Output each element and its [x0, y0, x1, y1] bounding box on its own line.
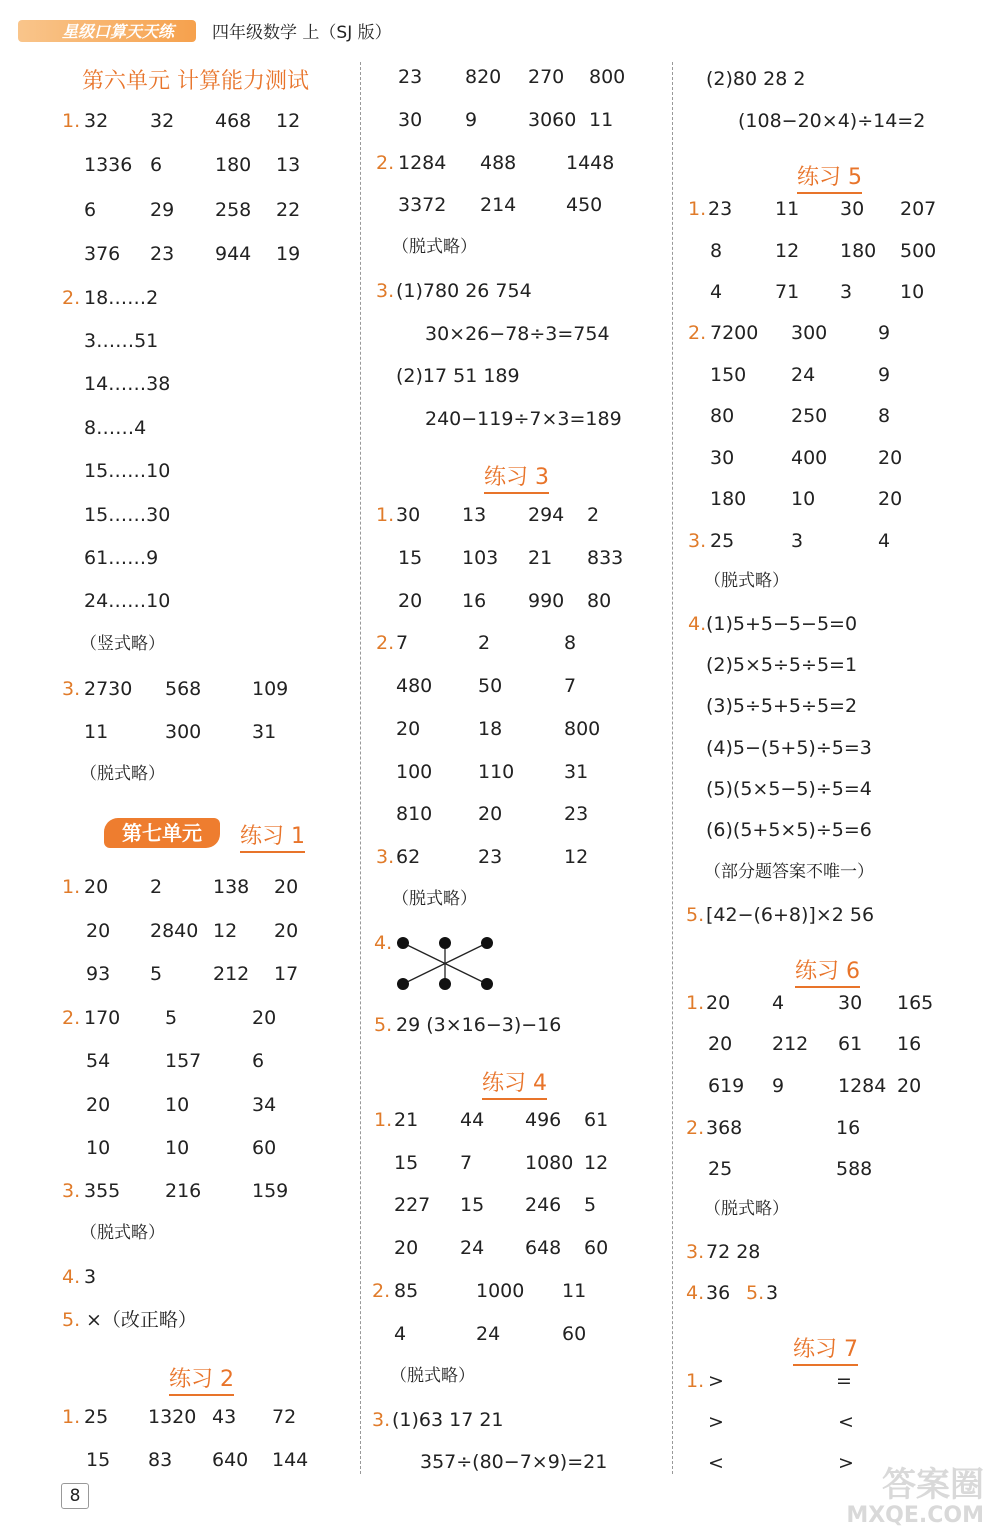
answer: 11 [84, 721, 109, 743]
answer: 2730 [84, 678, 133, 700]
question-number: 1. [686, 992, 705, 1014]
answer: 1080 [525, 1152, 574, 1174]
answer: 20 [396, 718, 421, 740]
answer: 207 [900, 198, 937, 220]
watermark [846, 1466, 984, 1528]
answer: 8……4 [84, 417, 147, 439]
answer: 23 [564, 803, 589, 825]
answer: 3 [84, 1266, 97, 1288]
answer: 9 [878, 322, 891, 344]
answer: 6 [84, 199, 97, 221]
answer: 19 [276, 243, 301, 265]
answer: 357÷(80−7×9)=21 [420, 1451, 608, 1473]
answer: 15 [394, 1152, 419, 1174]
answer: 4 [878, 530, 891, 552]
answer: 12 [584, 1152, 609, 1174]
answer: (1)63 17 21 [392, 1409, 504, 1431]
answer: 833 [587, 547, 624, 569]
answer: 60 [584, 1237, 609, 1259]
answer: 6 [150, 154, 163, 176]
answer: (2)5×5÷5÷5=1 [706, 654, 858, 676]
question-number: 3. [686, 1241, 705, 1263]
question-number: 2. [376, 152, 395, 174]
brand-label: 星级口算天天练 [62, 22, 175, 41]
answer: (1)5+5−5−5=0 [706, 613, 858, 635]
answer-note: （脱式略） [704, 1199, 789, 1219]
answer: 568 [165, 678, 202, 700]
answer: 6 [252, 1050, 265, 1072]
answer: 12 [564, 846, 589, 868]
question-number: 1. [686, 1370, 705, 1392]
answer: > [838, 1452, 854, 1474]
answer-note: （脱式略） [704, 571, 789, 591]
question-number: 2. [686, 1117, 705, 1139]
answer: 246 [525, 1194, 562, 1216]
answer: 20 [897, 1075, 922, 1097]
answer: 11 [562, 1280, 587, 1302]
answer: 165 [897, 992, 934, 1014]
answer: 62 [396, 846, 421, 868]
answer: 30 [710, 447, 735, 469]
column-divider-2 [672, 62, 673, 1474]
answer: 80 [710, 405, 735, 427]
answer: 5 [150, 963, 163, 985]
answer: 810 [396, 803, 433, 825]
watermark-url: MXQE.COM [846, 1503, 984, 1528]
exercise-title: 练习 7 [793, 1332, 858, 1366]
answer: > [708, 1370, 724, 1392]
answer: 9 [772, 1075, 785, 1097]
answer: 23 [398, 66, 423, 88]
answer: 12 [775, 240, 800, 262]
answer: 24 [791, 364, 816, 386]
answer: 20 [478, 803, 503, 825]
answer: 83 [148, 1449, 173, 1471]
question-number: 2. [62, 287, 81, 309]
dot-connection-diagram [390, 932, 510, 994]
exercise-title: 练习 2 [169, 1362, 234, 1396]
question-number: 4. [688, 613, 707, 635]
answer: 12 [276, 110, 301, 132]
answer: 36 [706, 1282, 731, 1304]
answer: 20 [84, 876, 109, 898]
answer: (4)5−(5+5)÷5=3 [706, 737, 872, 759]
answer: 10 [86, 1137, 111, 1159]
answer: 212 [772, 1033, 809, 1055]
answer: 25 [84, 1406, 109, 1428]
question-number: 1. [376, 504, 395, 526]
answer: 480 [396, 675, 433, 697]
answer: 20 [86, 920, 111, 942]
answer: 80 [587, 590, 612, 612]
answer: 7 [564, 675, 577, 697]
exercise-title: 练习 3 [484, 460, 549, 494]
answer: (2)17 51 189 [396, 365, 520, 387]
answer-note: （脱式略） [390, 1366, 475, 1386]
question-number: 3. [62, 678, 81, 700]
answer: 8 [710, 240, 723, 262]
answer: 10 [165, 1137, 190, 1159]
answer: 61 [584, 1109, 609, 1131]
answer: 31 [564, 761, 589, 783]
answer: 5 [165, 1007, 178, 1029]
brand-banner [18, 20, 196, 42]
answer: = [836, 1370, 852, 1392]
answer: 20 [878, 447, 903, 469]
exercise-title: 练习 6 [795, 954, 860, 988]
answer: 13 [462, 504, 487, 526]
question-number: 1. [62, 110, 81, 132]
answer-note: （竖式略） [80, 634, 165, 654]
column-divider-1 [360, 62, 361, 1474]
answer: 216 [165, 1180, 202, 1202]
answer: 30×26−78÷3=754 [425, 323, 610, 345]
answer: 100 [396, 761, 433, 783]
answer-note: （脱式略） [392, 237, 477, 257]
answer: 4 [394, 1323, 407, 1345]
answer: 258 [215, 199, 252, 221]
answer: 72 28 [706, 1241, 761, 1263]
answer: 15……10 [84, 460, 171, 482]
answer: 25 [708, 1158, 733, 1180]
answer: 34 [252, 1094, 277, 1116]
question-number: 2. [688, 322, 707, 344]
answer: 180 [840, 240, 877, 262]
answer: 180 [215, 154, 252, 176]
answer: 240−119÷7×3=189 [425, 408, 622, 430]
answer: 20 [394, 1237, 419, 1259]
question-number: 4. [374, 932, 393, 954]
answer: 23 [150, 243, 175, 265]
answer: 944 [215, 243, 252, 265]
answer: < [708, 1452, 724, 1474]
answer: 60 [252, 1137, 277, 1159]
answer: 23 [478, 846, 503, 868]
answer: 270 [528, 66, 565, 88]
answer: 32 [150, 110, 175, 132]
answer: 180 [710, 488, 747, 510]
answer: 640 [212, 1449, 249, 1471]
answer: 29 [150, 199, 175, 221]
answer: 30 [398, 109, 423, 131]
answer: 355 [84, 1180, 121, 1202]
answer: 30 [396, 504, 421, 526]
answer: 93 [86, 963, 111, 985]
answer: 15……30 [84, 504, 171, 526]
answer: 54 [86, 1050, 111, 1072]
answer: 60 [562, 1323, 587, 1345]
answer: 1336 [84, 154, 133, 176]
answer: 20 [86, 1094, 111, 1116]
answer: 150 [710, 364, 747, 386]
answer: 157 [165, 1050, 202, 1072]
answer: 72 [272, 1406, 297, 1428]
answer: 22 [276, 199, 301, 221]
answer: 9 [878, 364, 891, 386]
exercise-title: 练习 4 [482, 1066, 547, 1100]
answer: 16 [897, 1033, 922, 1055]
answer: 18 [478, 718, 503, 740]
question-number: 5. [686, 904, 705, 926]
unit7-badge: 第七单元 [104, 818, 220, 848]
answer: 5 [584, 1194, 597, 1216]
answer: 3372 [398, 194, 447, 216]
answer: 1448 [566, 152, 615, 174]
answer: 18……2 [84, 287, 159, 309]
answer: > [708, 1411, 724, 1433]
answer: 990 [528, 590, 565, 612]
answer: 50 [478, 675, 503, 697]
answer: (6)(5+5×5)÷5=6 [706, 819, 872, 841]
section-title-unit6: 第六单元 计算能力测试 [82, 69, 309, 94]
answer: 376 [84, 243, 121, 265]
answer: 9 [465, 109, 478, 131]
answer: 20 [252, 1007, 277, 1029]
answer: 32 [84, 110, 109, 132]
answer: 24 [460, 1237, 485, 1259]
answer: [42−(6+8)]×2 56 [706, 904, 875, 926]
answer: 15 [86, 1449, 111, 1471]
answer: 11 [589, 109, 614, 131]
answer-note: （脱式略） [80, 764, 165, 784]
answer: 3060 [528, 109, 577, 131]
answer: 4 [710, 281, 723, 303]
answer: 144 [272, 1449, 309, 1471]
answer: 4 [772, 992, 785, 1014]
answer: 1000 [476, 1280, 525, 1302]
answer: 2 [478, 632, 491, 654]
question-number: 2. [62, 1007, 81, 1029]
answer: 227 [394, 1194, 431, 1216]
answer: 20 [398, 590, 423, 612]
answer: 368 [706, 1117, 743, 1139]
answer: 21 [528, 547, 553, 569]
answer: 496 [525, 1109, 562, 1131]
question-number: 5. [746, 1282, 765, 1304]
answer: 648 [525, 1237, 562, 1259]
answer: 24 [476, 1323, 501, 1345]
answer: 15 [398, 547, 423, 569]
answer: 250 [791, 405, 828, 427]
answer: 31 [252, 721, 277, 743]
answer: 24……10 [84, 590, 171, 612]
question-number: 4. [686, 1282, 705, 1304]
answer: 8 [878, 405, 891, 427]
answer: < [838, 1411, 854, 1433]
answer: (5)(5×5−5)÷5=4 [706, 778, 872, 800]
answer: 10 [900, 281, 925, 303]
answer: 170 [84, 1007, 121, 1029]
question-number: 3. [372, 1409, 391, 1431]
answer: 2 [587, 504, 600, 526]
answer: 71 [775, 281, 800, 303]
answer: 2840 [150, 920, 199, 942]
answer: 468 [215, 110, 252, 132]
answer: 800 [589, 66, 626, 88]
answer: 7200 [710, 322, 759, 344]
answer: 138 [213, 876, 250, 898]
answer: 13 [276, 154, 301, 176]
answer-note: （脱式略） [392, 889, 477, 909]
answer: 3 [840, 281, 853, 303]
answer: 10 [791, 488, 816, 510]
answer: 3……51 [84, 330, 159, 352]
answer: 8 [564, 632, 577, 654]
question-number: 5. [62, 1309, 81, 1331]
question-number: 1. [688, 198, 707, 220]
answer: 61 [838, 1033, 863, 1055]
answer: 16 [836, 1117, 861, 1139]
answer: 30 [840, 198, 865, 220]
question-number: 2. [372, 1280, 391, 1302]
answer: 85 [394, 1280, 419, 1302]
answer: 20 [708, 1033, 733, 1055]
answer: 20 [274, 876, 299, 898]
answer: 17 [274, 963, 299, 985]
answer: 15 [460, 1194, 485, 1216]
question-number: 3. [688, 530, 707, 552]
answer-note: （部分题答案不唯一） [704, 862, 874, 882]
answer: 1284 [398, 152, 447, 174]
answer: 159 [252, 1180, 289, 1202]
exercise-title: 练习 5 [797, 160, 862, 194]
question-number: 3. [62, 1180, 81, 1202]
answer: 10 [165, 1094, 190, 1116]
answer: 212 [213, 963, 250, 985]
answer: 20 [878, 488, 903, 510]
question-number: 3. [376, 846, 395, 868]
question-number: 1. [62, 1406, 81, 1428]
answer: 820 [465, 66, 502, 88]
answer: 21 [394, 1109, 419, 1131]
answer: 109 [252, 678, 289, 700]
answer: 800 [564, 718, 601, 740]
answer: (108−20×4)÷14=2 [738, 110, 926, 132]
answer: (1)780 26 754 [396, 280, 532, 302]
answer-note: （脱式略） [80, 1223, 165, 1243]
answer: 14……38 [84, 373, 171, 395]
answer: 2 [150, 876, 163, 898]
answer: 488 [480, 152, 517, 174]
answer: 25 [710, 530, 735, 552]
answer: 3 [791, 530, 804, 552]
answer: 500 [900, 240, 937, 262]
answer: 30 [838, 992, 863, 1014]
answer: 20 [706, 992, 731, 1014]
answer: 619 [708, 1075, 745, 1097]
watermark-logo: 答案圈 [882, 1465, 984, 1505]
answer: 1320 [148, 1406, 197, 1428]
answer: 1284 [838, 1075, 887, 1097]
question-number: 1. [62, 876, 81, 898]
page-number: 8 [61, 1483, 89, 1509]
answer: 450 [566, 194, 603, 216]
answer: 23 [708, 198, 733, 220]
answer: 7 [460, 1152, 473, 1174]
question-number: 2. [376, 632, 395, 654]
answer: 3 [766, 1282, 779, 1304]
answer: 588 [836, 1158, 873, 1180]
answer: 400 [791, 447, 828, 469]
answer: ×（改正略） [86, 1309, 197, 1331]
answer: 43 [212, 1406, 237, 1428]
answer: 11 [775, 198, 800, 220]
page-header-title: 四年级数学 上（SJ 版） [212, 23, 392, 43]
question-number: 3. [376, 280, 395, 302]
question-number: 5. [374, 1014, 393, 1036]
answer: 7 [396, 632, 409, 654]
answer: 16 [462, 590, 487, 612]
exercise-title: 练习 1 [240, 819, 305, 853]
answer: 214 [480, 194, 517, 216]
answer: 29 (3×16−3)−16 [396, 1014, 562, 1036]
answer: 103 [462, 547, 499, 569]
answer: 44 [460, 1109, 485, 1131]
question-number: 1. [374, 1109, 393, 1131]
answer: 300 [791, 322, 828, 344]
answer: 61……9 [84, 547, 159, 569]
answer: 294 [528, 504, 565, 526]
answer: 12 [213, 920, 238, 942]
question-number: 4. [62, 1266, 81, 1288]
answer: (3)5÷5+5÷5=2 [706, 695, 858, 717]
answer: 110 [478, 761, 515, 783]
answer: (2)80 28 2 [706, 68, 806, 90]
answer: 300 [165, 721, 202, 743]
answer: 20 [274, 920, 299, 942]
